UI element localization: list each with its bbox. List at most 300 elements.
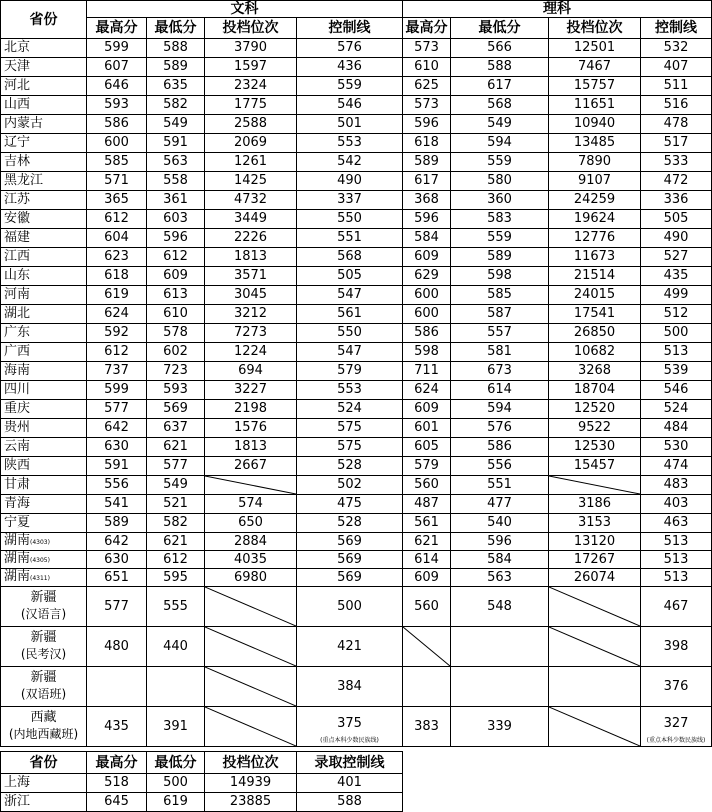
wen-control-cell: 542 [297, 153, 403, 172]
wen-control-cell: 337 [297, 191, 403, 210]
wen-min-cell: 577 [147, 457, 205, 476]
wen-min-cell: 612 [147, 551, 205, 569]
province-name: 西藏 (内地西藏班) [1, 707, 87, 747]
province-name: 山西 [1, 96, 87, 115]
li-max-cell: 624 [403, 381, 451, 400]
empty-cell-diagonal [549, 476, 641, 495]
li-max-cell: 561 [403, 514, 451, 533]
li-rank-cell: 15457 [549, 457, 641, 476]
table-row [1, 324, 712, 343]
li-min-cell: 617 [451, 77, 549, 96]
province-code: (4311) [30, 574, 50, 582]
li-control-cell: 517 [641, 134, 712, 153]
wen-max-cell: 586 [87, 115, 147, 134]
empty-cell-diagonal [403, 627, 451, 667]
wen-max-header: 最高分 [87, 18, 147, 39]
province-name: 新疆 (汉语言) [1, 587, 87, 627]
wen-max-cell: 589 [87, 514, 147, 533]
li-max-cell: 600 [403, 305, 451, 324]
wen-control-cell: 490 [297, 172, 403, 191]
wen-min-cell: 621 [147, 533, 205, 551]
wen-control-cell: 475 [297, 495, 403, 514]
wen-min-cell: 391 [147, 707, 205, 747]
wen-control-cell: 559 [297, 77, 403, 96]
wen-max-cell: 599 [87, 39, 147, 58]
li-control-cell: 513 [641, 569, 712, 587]
wen-rank-cell: 2069 [205, 134, 297, 153]
rank-header: 投档位次 [205, 752, 297, 774]
li-rank-cell: 15757 [549, 77, 641, 96]
province-name: 陕西 [1, 457, 87, 476]
province-name: 湖南(4311) [1, 569, 87, 587]
wen-max-cell: 642 [87, 533, 147, 551]
wen-min-cell: 440 [147, 627, 205, 667]
li-rank-cell: 10682 [549, 343, 641, 362]
li-rank-cell: 19624 [549, 210, 641, 229]
wen-max-cell: 651 [87, 569, 147, 587]
li-min-cell: 583 [451, 210, 549, 229]
wen-control-cell: 547 [297, 286, 403, 305]
li-min-cell: 568 [451, 96, 549, 115]
province-name: 宁夏 [1, 514, 87, 533]
wen-max-cell: 612 [87, 343, 147, 362]
li-control-cell: 512 [641, 305, 712, 324]
li-control-cell: 511 [641, 77, 712, 96]
li-rank-cell: 13485 [549, 134, 641, 153]
li-control-cell: 435 [641, 267, 712, 286]
li-rank-cell: 3268 [549, 362, 641, 381]
table-row [1, 793, 712, 812]
wen-control-cell: 550 [297, 324, 403, 343]
wen-control-cell: 568 [297, 248, 403, 267]
wen-rank-cell: 2198 [205, 400, 297, 419]
wen-rank-header: 投档位次 [205, 18, 297, 39]
li-min-cell: 586 [451, 438, 549, 457]
wen-max-cell: 630 [87, 438, 147, 457]
table-row [1, 551, 712, 569]
table-row [1, 191, 712, 210]
li-min-cell: 580 [451, 172, 549, 191]
li-control-cell: 539 [641, 362, 712, 381]
li-control-cell: 490 [641, 229, 712, 248]
table-row [1, 58, 712, 77]
wen-rank-cell: 2226 [205, 229, 297, 248]
province-name: 河北 [1, 77, 87, 96]
li-max-cell: 586 [403, 324, 451, 343]
li-control-cell: 532 [641, 39, 712, 58]
li-rank-cell: 11673 [549, 248, 641, 267]
spacer [403, 774, 712, 793]
li-min-cell: 559 [451, 229, 549, 248]
li-control-cell: 472 [641, 172, 712, 191]
wen-control-cell: 502 [297, 476, 403, 495]
wen-control-cell: 575 [297, 419, 403, 438]
li-rank-cell: 11651 [549, 96, 641, 115]
wen-min-cell: 588 [147, 39, 205, 58]
empty-cell [451, 627, 549, 667]
empty-cell [147, 667, 205, 707]
li-min-cell: 673 [451, 362, 549, 381]
wen-rank-cell: 1576 [205, 419, 297, 438]
wen-rank-cell: 3227 [205, 381, 297, 400]
wen-control-cell: 524 [297, 400, 403, 419]
li-min-cell: 563 [451, 569, 549, 587]
wen-rank-cell: 4035 [205, 551, 297, 569]
max-cell: 518 [87, 774, 147, 793]
li-min-cell: 598 [451, 267, 549, 286]
wen-min-cell: 723 [147, 362, 205, 381]
control-line-note: (重点本科少数民族线) [320, 737, 379, 744]
li-rank-cell: 7890 [549, 153, 641, 172]
li-max-cell: 625 [403, 77, 451, 96]
wen-control-cell: 569 [297, 551, 403, 569]
control-line-note: (重点本科少数民族线) [646, 737, 706, 744]
table-row [1, 514, 712, 533]
table-row [1, 457, 712, 476]
li-max-cell: 596 [403, 115, 451, 134]
province-name: 天津 [1, 58, 87, 77]
li-min-cell: 548 [451, 587, 549, 627]
province-name: 湖南(4305) [1, 551, 87, 569]
table-row [1, 400, 712, 419]
max-header: 最高分 [87, 752, 147, 774]
wen-max-cell: 365 [87, 191, 147, 210]
li-max-cell: 621 [403, 533, 451, 551]
wen-max-cell: 630 [87, 551, 147, 569]
province-name: 黑龙江 [1, 172, 87, 191]
li-control-cell: 513 [641, 551, 712, 569]
min-header: 最低分 [147, 752, 205, 774]
wen-min-cell: 593 [147, 381, 205, 400]
table-row [1, 305, 712, 324]
wen-rank-cell: 4732 [205, 191, 297, 210]
province-name: 福建 [1, 229, 87, 248]
wen-max-cell: 435 [87, 707, 147, 747]
wen-min-header: 最低分 [147, 18, 205, 39]
li-max-cell: 614 [403, 551, 451, 569]
empty-cell [403, 667, 451, 707]
admission-control-header: 录取控制线 [297, 752, 403, 774]
li-control-header: 控制线 [641, 18, 712, 39]
max-cell: 645 [87, 793, 147, 812]
province-header: 省份 [1, 752, 87, 774]
li-control-cell: 527 [641, 248, 712, 267]
wen-min-cell: 635 [147, 77, 205, 96]
wen-control-cell: 528 [297, 514, 403, 533]
li-min-cell: 584 [451, 551, 549, 569]
wen-max-cell: 619 [87, 286, 147, 305]
li-min-cell: 581 [451, 343, 549, 362]
li-control-cell: 530 [641, 438, 712, 457]
province-name: 四川 [1, 381, 87, 400]
li-min-cell: 589 [451, 248, 549, 267]
province-name: 甘肃 [1, 476, 87, 495]
wen-min-cell: 578 [147, 324, 205, 343]
li-rank-cell: 3186 [549, 495, 641, 514]
empty-cell [87, 667, 147, 707]
li-control-cell: 500 [641, 324, 712, 343]
li-control-cell: 336 [641, 191, 712, 210]
li-min-cell: 588 [451, 58, 549, 77]
li-header: 理科 [403, 1, 712, 18]
control-cell: 401 [297, 774, 403, 793]
wen-max-cell: 591 [87, 457, 147, 476]
wen-control-cell: 551 [297, 229, 403, 248]
wen-min-cell: 549 [147, 115, 205, 134]
li-control-cell: 478 [641, 115, 712, 134]
wen-min-cell: 610 [147, 305, 205, 324]
province-name: 浙江 [1, 793, 87, 812]
wen-min-cell: 637 [147, 419, 205, 438]
wen-control-cell: 575 [297, 438, 403, 457]
li-control-cell: 407 [641, 58, 712, 77]
province-name: 新疆 (双语班) [1, 667, 87, 707]
wen-control-cell: 550 [297, 210, 403, 229]
table-row [1, 248, 712, 267]
li-min-cell: 557 [451, 324, 549, 343]
li-max-cell: 711 [403, 362, 451, 381]
wen-max-cell: 599 [87, 381, 147, 400]
table-row [1, 229, 712, 248]
province-name: 河南 [1, 286, 87, 305]
li-max-cell: 573 [403, 39, 451, 58]
li-min-cell: 596 [451, 533, 549, 551]
li-rank-cell: 10940 [549, 115, 641, 134]
li-rank-cell: 9522 [549, 419, 641, 438]
wen-min-cell: 591 [147, 134, 205, 153]
table-row [1, 569, 712, 587]
li-control-cell: 513 [641, 343, 712, 362]
li-max-cell: 584 [403, 229, 451, 248]
li-control-cell: 533 [641, 153, 712, 172]
li-rank-cell: 12776 [549, 229, 641, 248]
table-row [1, 476, 712, 495]
table-row [1, 210, 712, 229]
wen-min-cell: 555 [147, 587, 205, 627]
li-max-cell: 368 [403, 191, 451, 210]
table-row [1, 362, 712, 381]
table-row [1, 134, 712, 153]
wen-min-cell: 582 [147, 514, 205, 533]
li-max-cell: 601 [403, 419, 451, 438]
wen-control-header: 控制线 [297, 18, 403, 39]
li-max-cell: 487 [403, 495, 451, 514]
empty-cell-diagonal [549, 587, 641, 627]
li-max-cell: 618 [403, 134, 451, 153]
table-row [1, 286, 712, 305]
li-rank-cell: 26850 [549, 324, 641, 343]
li-max-cell: 560 [403, 587, 451, 627]
li-control-cell: 327 (重点本科少数民族线) [641, 707, 712, 747]
wen-rank-cell: 3212 [205, 305, 297, 324]
province-name: 青海 [1, 495, 87, 514]
wen-rank-cell: 3571 [205, 267, 297, 286]
li-max-cell: 609 [403, 400, 451, 419]
wen-min-cell: 603 [147, 210, 205, 229]
wen-control-cell: 546 [297, 96, 403, 115]
wen-max-cell: 600 [87, 134, 147, 153]
li-max-cell: 598 [403, 343, 451, 362]
wen-rank-cell: 650 [205, 514, 297, 533]
wen-rank-cell: 1775 [205, 96, 297, 115]
li-min-cell: 339 [451, 707, 549, 747]
wen-max-cell: 571 [87, 172, 147, 191]
wen-control-cell: 576 [297, 39, 403, 58]
wen-rank-cell: 2588 [205, 115, 297, 134]
wen-max-cell: 607 [87, 58, 147, 77]
province-name: 云南 [1, 438, 87, 457]
li-rank-cell: 24015 [549, 286, 641, 305]
empty-cell-diagonal [549, 627, 641, 667]
empty-cell-diagonal [205, 627, 297, 667]
wen-rank-cell: 1224 [205, 343, 297, 362]
li-rank-cell: 3153 [549, 514, 641, 533]
wen-rank-cell: 574 [205, 495, 297, 514]
empty-cell [451, 667, 549, 707]
wen-min-cell: 609 [147, 267, 205, 286]
wen-max-cell: 541 [87, 495, 147, 514]
wen-control-cell: 553 [297, 381, 403, 400]
li-rank-cell: 12501 [549, 39, 641, 58]
li-control-cell: 499 [641, 286, 712, 305]
li-max-cell: 629 [403, 267, 451, 286]
table-row [1, 96, 712, 115]
province-code: (4303) [30, 538, 50, 546]
wen-rank-cell: 7273 [205, 324, 297, 343]
li-max-cell: 617 [403, 172, 451, 191]
province-name: 贵州 [1, 419, 87, 438]
wen-min-cell: 521 [147, 495, 205, 514]
li-rank-cell: 12530 [549, 438, 641, 457]
wen-max-cell: 585 [87, 153, 147, 172]
li-rank-cell: 21514 [549, 267, 641, 286]
li-rank-cell: 13120 [549, 533, 641, 551]
li-control-cell: 376 [641, 667, 712, 707]
li-min-cell: 587 [451, 305, 549, 324]
li-max-cell: 600 [403, 286, 451, 305]
province-header: 省份 [1, 1, 87, 39]
wen-rank-cell: 6980 [205, 569, 297, 587]
wen-rank-cell: 3449 [205, 210, 297, 229]
wen-control-cell: 561 [297, 305, 403, 324]
wen-min-cell: 612 [147, 248, 205, 267]
table-row [1, 267, 712, 286]
wen-min-cell: 549 [147, 476, 205, 495]
li-rank-cell: 7467 [549, 58, 641, 77]
li-max-cell: 589 [403, 153, 451, 172]
empty-cell [549, 667, 641, 707]
wen-min-cell: 613 [147, 286, 205, 305]
li-control-cell: 546 [641, 381, 712, 400]
li-control-cell: 463 [641, 514, 712, 533]
wen-control-cell: 579 [297, 362, 403, 381]
wen-control-cell: 547 [297, 343, 403, 362]
spacer [403, 793, 712, 812]
wen-rank-cell: 2667 [205, 457, 297, 476]
wen-max-cell: 577 [87, 587, 147, 627]
table-row [1, 172, 712, 191]
wen-max-cell: 577 [87, 400, 147, 419]
province-name: 新疆 (民考汉) [1, 627, 87, 667]
li-min-cell: 559 [451, 153, 549, 172]
li-max-cell: 560 [403, 476, 451, 495]
wen-min-cell: 602 [147, 343, 205, 362]
wen-control-cell: 501 [297, 115, 403, 134]
control-cell: 588 [297, 793, 403, 812]
li-rank-cell: 12520 [549, 400, 641, 419]
wen-min-cell: 563 [147, 153, 205, 172]
province-name: 辽宁 [1, 134, 87, 153]
province-name: 广西 [1, 343, 87, 362]
table-row [1, 533, 712, 551]
province-name: 广东 [1, 324, 87, 343]
table-row [1, 438, 712, 457]
province-name: 内蒙古 [1, 115, 87, 134]
wen-min-cell: 558 [147, 172, 205, 191]
wen-max-cell: 642 [87, 419, 147, 438]
wen-max-cell: 646 [87, 77, 147, 96]
li-rank-cell: 9107 [549, 172, 641, 191]
li-min-cell: 594 [451, 134, 549, 153]
province-name: 海南 [1, 362, 87, 381]
wen-max-cell: 556 [87, 476, 147, 495]
wen-min-cell: 621 [147, 438, 205, 457]
province-name: 江苏 [1, 191, 87, 210]
wen-rank-cell: 3045 [205, 286, 297, 305]
wen-control-cell: 569 [297, 569, 403, 587]
table-row [1, 419, 712, 438]
wen-max-cell: 604 [87, 229, 147, 248]
li-control-cell: 483 [641, 476, 712, 495]
empty-cell-diagonal [205, 476, 297, 495]
li-min-cell: 614 [451, 381, 549, 400]
wen-rank-cell: 2324 [205, 77, 297, 96]
li-max-cell: 605 [403, 438, 451, 457]
li-control-cell: 467 [641, 587, 712, 627]
table-row [1, 381, 712, 400]
province-code: (4305) [30, 556, 50, 564]
li-rank-cell: 17267 [549, 551, 641, 569]
li-rank-header: 投档位次 [549, 18, 641, 39]
province-name: 北京 [1, 39, 87, 58]
wen-control-cell: 553 [297, 134, 403, 153]
wen-control-cell: 528 [297, 457, 403, 476]
li-control-cell: 513 [641, 533, 712, 551]
wen-min-cell: 595 [147, 569, 205, 587]
li-min-cell: 360 [451, 191, 549, 210]
li-min-cell: 549 [451, 115, 549, 134]
wen-min-cell: 569 [147, 400, 205, 419]
wen-max-cell: 618 [87, 267, 147, 286]
province-name: 安徽 [1, 210, 87, 229]
province-name: 湖南(4303) [1, 533, 87, 551]
li-min-header: 最低分 [451, 18, 549, 39]
province-name: 湖北 [1, 305, 87, 324]
li-control-cell: 524 [641, 400, 712, 419]
li-max-cell: 610 [403, 58, 451, 77]
province-name: 吉林 [1, 153, 87, 172]
li-min-cell: 551 [451, 476, 549, 495]
li-min-cell: 540 [451, 514, 549, 533]
li-max-cell: 609 [403, 248, 451, 267]
li-min-cell: 556 [451, 457, 549, 476]
table-row [1, 774, 712, 793]
li-max-cell: 573 [403, 96, 451, 115]
rank-cell: 23885 [205, 793, 297, 812]
wen-rank-cell: 1597 [205, 58, 297, 77]
empty-cell-diagonal [205, 667, 297, 707]
wen-max-cell: 612 [87, 210, 147, 229]
